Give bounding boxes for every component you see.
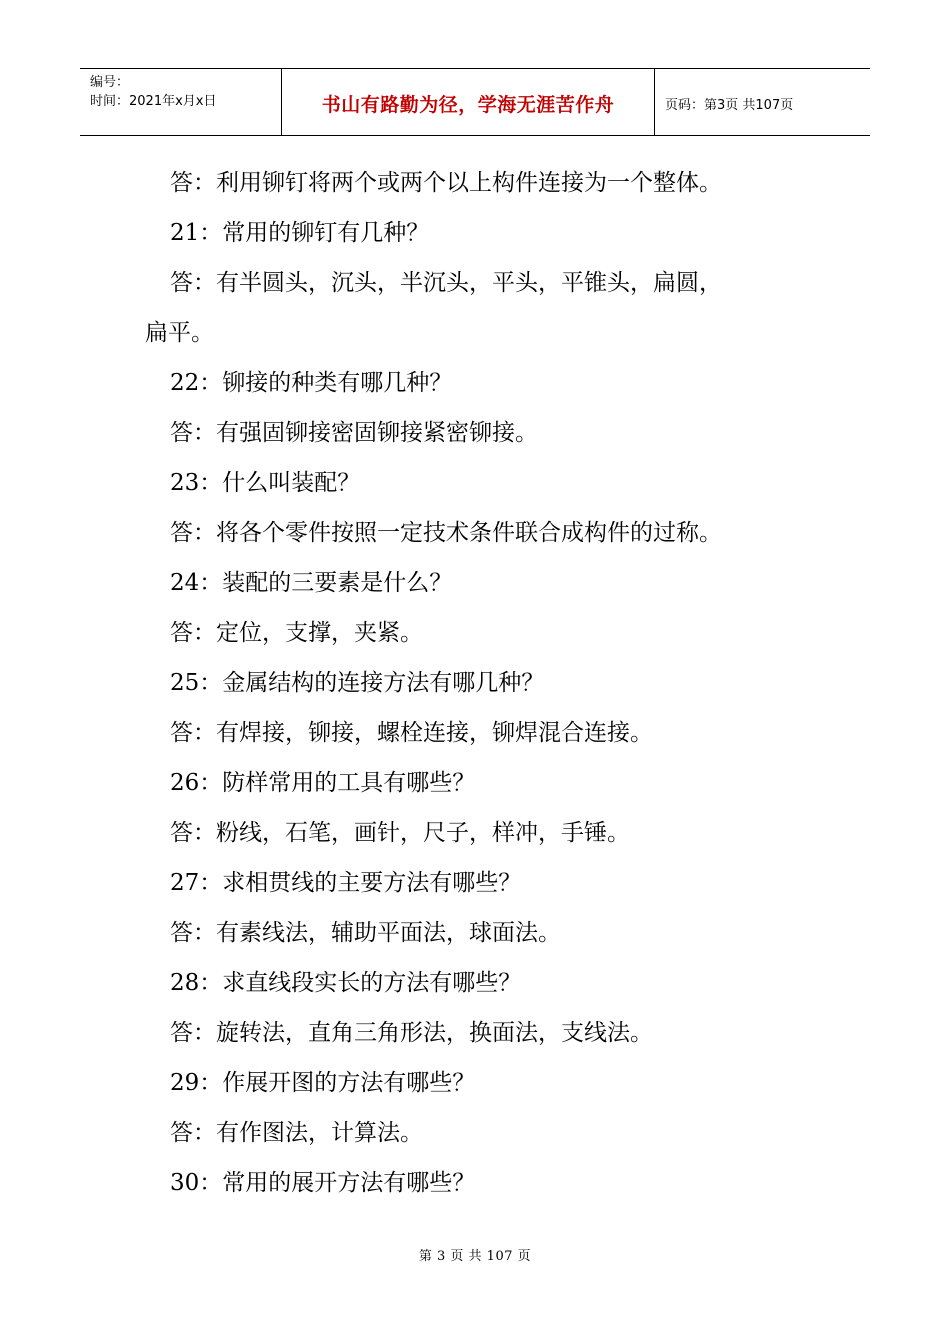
code-label: 编号：: [90, 75, 130, 90]
time-label: 时间：2021年x月x日: [90, 94, 217, 109]
document-header: [80, 68, 870, 136]
header-meta-cell: [80, 69, 282, 135]
body-line: 答：定位，支撑，夹紧。: [170, 620, 423, 646]
body-line: 26：防样常用的工具有哪些？: [170, 770, 476, 796]
body-line: 29：作展开图的方法有哪些？: [170, 1070, 476, 1096]
page-info: 页码：第3页 共107页: [665, 97, 794, 113]
body-line: 21：常用的铆钉有几种？: [170, 220, 430, 246]
body-line: 22：铆接的种类有哪几种？: [170, 370, 453, 396]
body-line: 答：有素线法，辅助平面法，球面法。: [170, 920, 561, 946]
page-footer: 第 3 页 共 107 页: [418, 1249, 532, 1264]
body-line: 答：利用铆钉将两个或两个以上构件连接为一个整体。: [170, 170, 722, 196]
slogan-text: 书山有路勤为径，学海无涯苦作舟: [321, 93, 615, 116]
body-line: 27：求相贯线的主要方法有哪些？: [170, 870, 522, 896]
body-line: 答：有焊接，铆接，螺栓连接，铆焊混合连接。: [170, 720, 653, 746]
body-line: 25：金属结构的连接方法有哪几种？: [170, 670, 545, 696]
body-line: 答：有强固铆接密固铆接紧密铆接。: [170, 420, 538, 446]
body-line: 答：旋转法，直角三角形法，换面法，支线法。: [170, 1020, 653, 1046]
header-page-cell: [655, 69, 870, 135]
body-line: 答：粉线，石笔，画针，尺子，样冲，手锤。: [170, 820, 630, 846]
body-line: 23：什么叫装配？: [170, 470, 361, 496]
body-line: 24：装配的三要素是什么？: [170, 570, 453, 596]
body-line: 28：求直线段实长的方法有哪些？: [170, 970, 522, 996]
body-line: 答：有作图法，计算法。: [170, 1120, 423, 1146]
body-line: 扁平。: [145, 320, 214, 346]
body-line: 答：有半圆头，沉头，半沉头，平头，平锥头，扁圆，: [170, 270, 722, 296]
body-line: 答：将各个零件按照一定技术条件联合成构件的过称。: [170, 520, 722, 546]
header-slogan-cell: [282, 69, 655, 135]
body-line: 30：常用的展开方法有哪些？: [170, 1170, 476, 1196]
